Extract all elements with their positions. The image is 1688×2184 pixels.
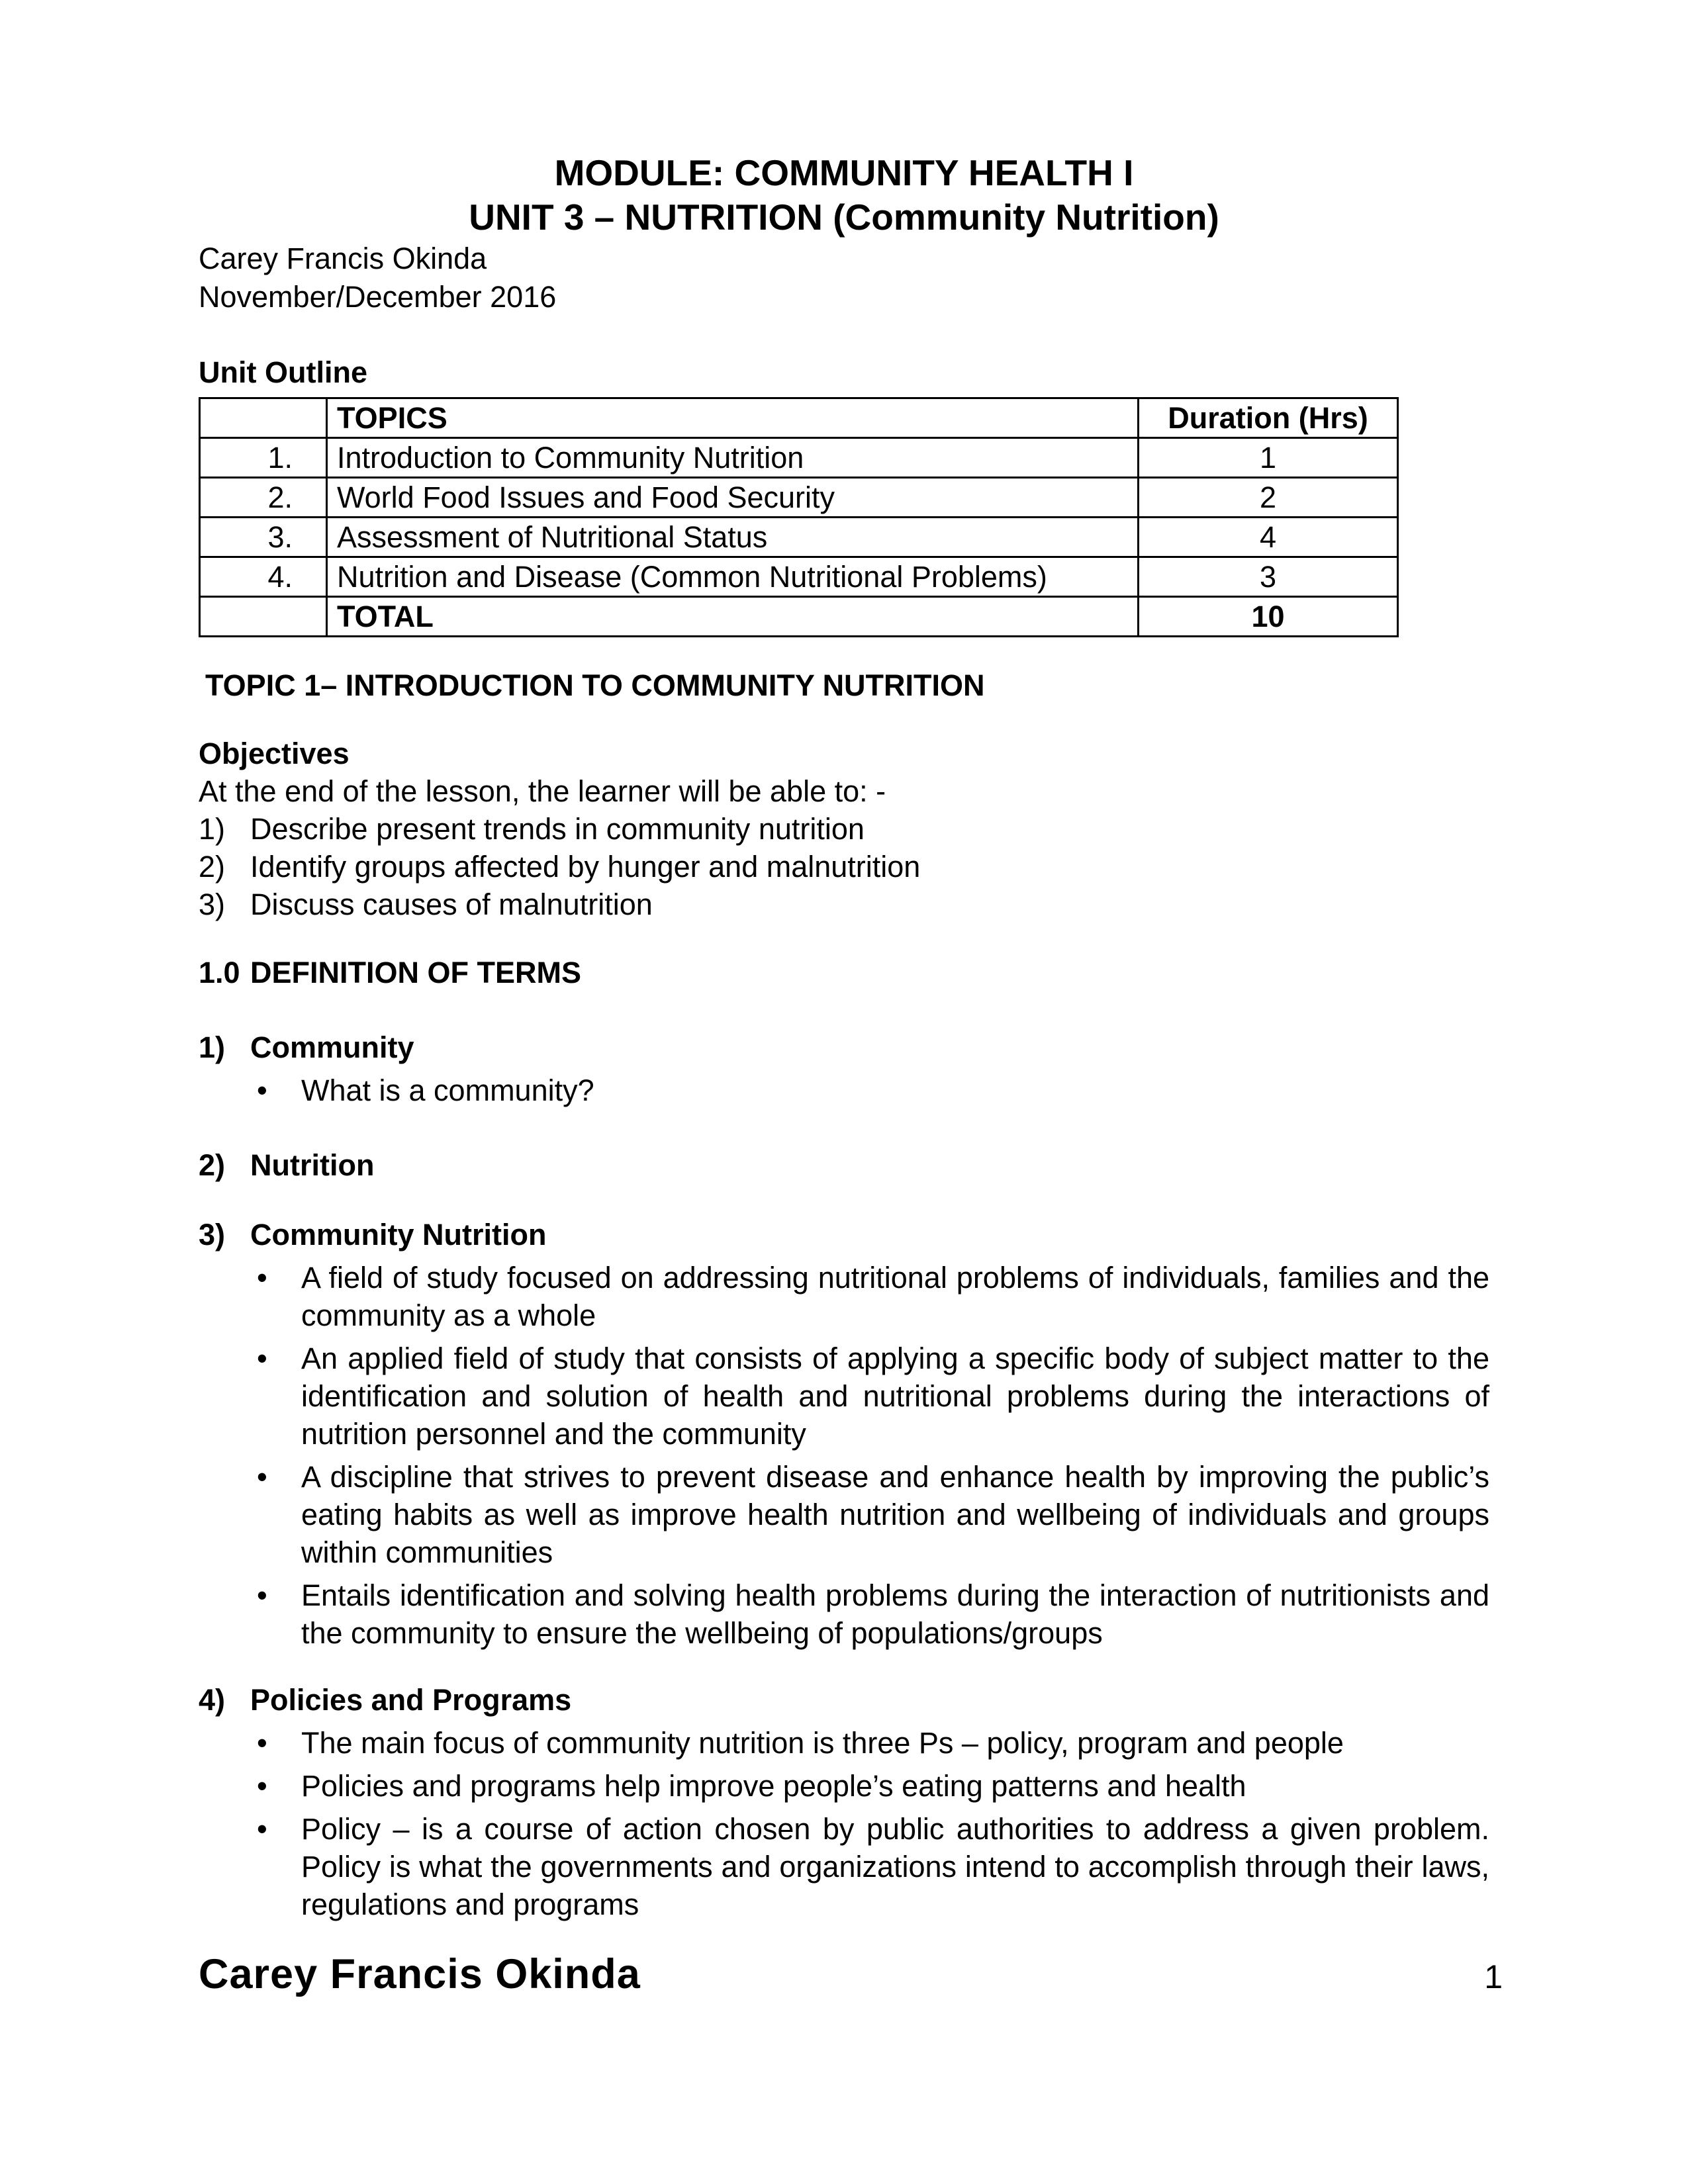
bullet-icon: • xyxy=(257,1769,267,1803)
bullet-text: Entails identification and solving health problems during the interaction of nutritionists and the community to ensure the wellbeing of populations/groups xyxy=(301,1578,1489,1650)
footer-author: Carey Francis Okinda xyxy=(199,1951,641,1997)
objective-text: Discuss causes of malnutrition xyxy=(250,887,653,921)
module-title: MODULE: COMMUNITY HEALTH I xyxy=(554,152,1134,193)
term-number: 4) xyxy=(199,1683,226,1717)
term-name: Community xyxy=(250,1030,414,1064)
author-line: Carey Francis Okinda xyxy=(199,242,487,275)
bullet-icon: • xyxy=(257,1342,267,1375)
bullet-icon: • xyxy=(257,1460,267,1494)
page-title xyxy=(199,151,1489,240)
row-number: 2. xyxy=(200,478,327,518)
topic1-heading: TOPIC 1– INTRODUCTION TO COMMUNITY NUTRITION xyxy=(205,668,985,702)
bullet-text: An applied field of study that consists of applying a specific body of subject matter to the identification and solution of health and nutritional problems during the interactions of nutrition personnel and the community xyxy=(301,1342,1489,1451)
unit-outline-heading: Unit Outline xyxy=(199,355,367,389)
term-heading-community-nutrition xyxy=(199,1216,1489,1253)
list-item xyxy=(257,1071,1489,1109)
page-footer xyxy=(199,1951,1503,1997)
objectives-intro: At the end of the lesson, the learner will be able to: - xyxy=(199,774,886,808)
term-name: Policies and Programs xyxy=(250,1683,572,1717)
row-number: 1. xyxy=(200,438,327,478)
definitions-heading xyxy=(199,954,1489,991)
bullet-icon: • xyxy=(257,1073,267,1107)
row-duration: 2 xyxy=(1139,478,1398,518)
total-empty-cell xyxy=(200,597,327,637)
term-heading-policies-programs xyxy=(199,1681,1489,1719)
column-header-topics: TOPICS xyxy=(327,398,1139,438)
term-bullets xyxy=(199,1724,1489,1923)
row-duration: 1 xyxy=(1139,438,1398,478)
row-duration: 3 xyxy=(1139,557,1398,597)
total-label: TOTAL xyxy=(327,597,1139,637)
list-item xyxy=(257,1458,1489,1571)
table-row xyxy=(200,438,1398,478)
list-item xyxy=(257,1767,1489,1805)
unit-outline-table xyxy=(199,397,1399,637)
row-number: 3. xyxy=(200,518,327,557)
objective-number: 2) xyxy=(199,850,226,884)
objective-text: Identify groups affected by hunger and malnutrition xyxy=(250,850,921,884)
list-item xyxy=(257,1576,1489,1652)
objective-text: Describe present trends in community nutrition xyxy=(250,812,865,846)
table-total-row xyxy=(200,597,1398,637)
unit-title: UNIT 3 – NUTRITION (Community Nutrition) xyxy=(469,197,1219,238)
bullet-text: A discipline that strives to prevent disease and enhance health by improving the public’s eating habits as well as improve health nutrition and wellbeing of individuals and groups within communities xyxy=(301,1460,1489,1569)
term-bullets xyxy=(199,1259,1489,1652)
list-item xyxy=(257,1724,1489,1762)
row-topic: Nutrition and Disease (Common Nutritional Problems) xyxy=(327,557,1139,597)
table-row xyxy=(200,557,1398,597)
table-header-row xyxy=(200,398,1398,438)
row-number: 4. xyxy=(200,557,327,597)
bullet-icon: • xyxy=(257,1578,267,1612)
objectives-heading: Objectives xyxy=(199,737,350,770)
date-line: November/December 2016 xyxy=(199,280,557,314)
bullet-text: The main focus of community nutrition is three Ps – policy, program and people xyxy=(301,1726,1344,1760)
objective-item xyxy=(199,848,1489,886)
header-cell-empty xyxy=(200,398,327,438)
row-topic: Assessment of Nutritional Status xyxy=(327,518,1139,557)
term-number: 3) xyxy=(199,1218,226,1251)
row-topic: World Food Issues and Food Security xyxy=(327,478,1139,518)
column-header-duration: Duration (Hrs) xyxy=(1139,398,1398,438)
row-topic: Introduction to Community Nutrition xyxy=(327,438,1139,478)
term-name: Community Nutrition xyxy=(250,1218,547,1251)
term-heading-community xyxy=(199,1028,1489,1066)
term-bullets xyxy=(199,1071,1489,1109)
list-item xyxy=(257,1810,1489,1923)
bullet-icon: • xyxy=(257,1261,267,1295)
term-number: 2) xyxy=(199,1148,226,1182)
term-number: 1) xyxy=(199,1030,226,1064)
bullet-icon: • xyxy=(257,1812,267,1846)
term-name: Nutrition xyxy=(250,1148,375,1182)
objective-item xyxy=(199,886,1489,923)
term-heading-nutrition xyxy=(199,1146,1489,1184)
total-value: 10 xyxy=(1139,597,1398,637)
bullet-text: Policy – is a course of action chosen by public authorities to address a given problem. Policy is what the governments and organizations intend to accomplish through their laws, regulations and programs xyxy=(301,1812,1489,1921)
definitions-heading-text: DEFINITION OF TERMS xyxy=(250,956,581,989)
bullet-text: What is a community? xyxy=(301,1073,594,1107)
table-row xyxy=(200,478,1398,518)
list-item xyxy=(257,1340,1489,1453)
bullet-text: A field of study focused on addressing nutritional problems of individuals, families and the community as a whole xyxy=(301,1261,1489,1332)
bullet-icon: • xyxy=(257,1726,267,1760)
objective-number: 1) xyxy=(199,812,226,846)
objective-item xyxy=(199,810,1489,848)
page-number: 1 xyxy=(1484,1958,1503,1995)
objective-number: 3) xyxy=(199,887,226,921)
list-item xyxy=(257,1259,1489,1334)
row-duration: 4 xyxy=(1139,518,1398,557)
definitions-heading-number: 1.0 xyxy=(199,956,240,989)
bullet-text: Policies and programs help improve people’s eating patterns and health xyxy=(301,1769,1246,1803)
table-row xyxy=(200,518,1398,557)
